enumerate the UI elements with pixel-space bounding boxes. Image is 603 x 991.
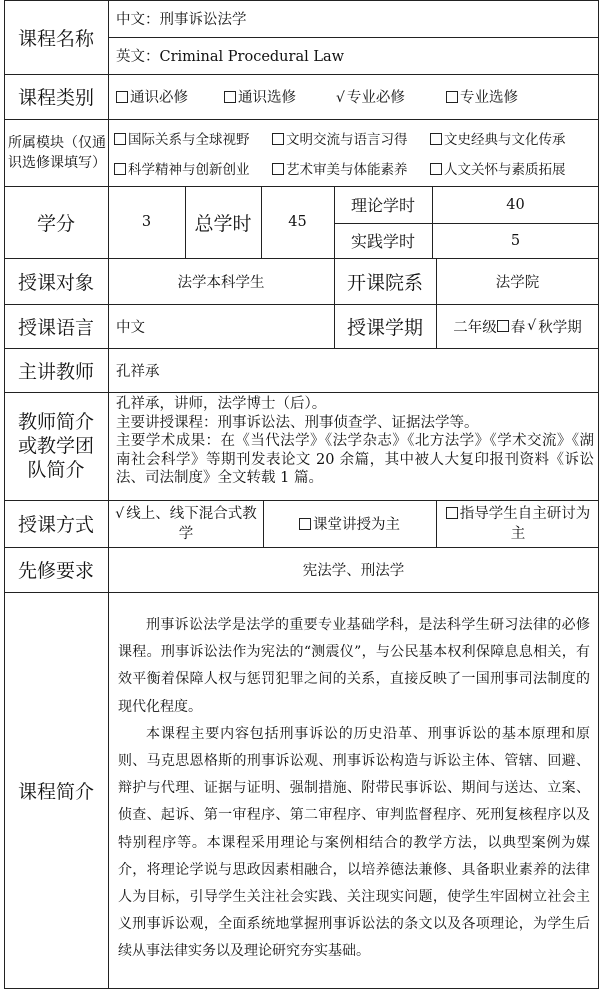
module-option[interactable]: 艺术审美与体能素养 xyxy=(272,158,430,178)
module-option[interactable]: 人文关怀与素质拓展 xyxy=(430,158,592,178)
module-row-2 xyxy=(114,154,598,182)
total-hours-label: 总学时 xyxy=(194,212,252,235)
teacher-value: 孔祥承 xyxy=(116,363,160,380)
practice-hours-label: 实践学时 xyxy=(350,232,415,251)
teacher-label: 主讲教师 xyxy=(17,360,94,383)
audience-label: 授课对象 xyxy=(17,271,94,294)
method-option-2[interactable]: 课堂讲授为主 xyxy=(263,500,436,547)
module-label: 所属模块（仅通识选修课填写） xyxy=(8,134,106,171)
course-name-en: 英文：Criminal Procedural Law xyxy=(116,49,345,65)
total-hours-value: 45 xyxy=(288,214,307,230)
college-label: 开课院系 xyxy=(346,271,423,294)
checkbox-icon xyxy=(299,518,311,530)
checkmark-icon: √ xyxy=(115,505,125,522)
col-divider xyxy=(108,0,109,989)
checkbox-icon xyxy=(446,91,458,103)
college-value: 法学院 xyxy=(495,274,540,291)
col-divider xyxy=(436,500,437,547)
course-type-option[interactable]: 专业选修 xyxy=(446,86,556,107)
module-row-1 xyxy=(114,124,598,152)
module-option[interactable]: 文明交流与语言习得 xyxy=(272,128,430,148)
method-label: 授课方式 xyxy=(17,514,94,536)
checkbox-icon xyxy=(116,91,128,103)
audience-value: 法学本科学生 xyxy=(177,274,265,291)
summary-paragraph: 本课程主要内容包括刑事诉讼的历史沿革、刑事诉讼的基本原理和原则、马克思恩格斯的刑事诉讼观、刑事诉讼构造与诉讼主体、管辖、回避、辩护与代理、证据与证明、强制措施、附带民事诉讼、期间与送达、立案、侦查、起诉、第一审程序、第二审程序、审判监督程序、死刑复核程序以及特别程序等。本课程采用理论与案例相结合的教学方法，以典型案例为媒介，将理论学说与思政因素相融合，以培养德法兼修、具备职业素养的法律人为目标，引导学生关注社会实践、关注现实问题，使学生牢固树立社会主义刑事诉讼观，全面系统地掌握刑事诉讼法的条文以及各项理论，为学生后续从事法律实务以及理论研究夯实基础。 xyxy=(118,725,590,960)
intro-text xyxy=(116,395,594,488)
summary-paragraph: 刑事诉讼法学是法学的重要专业基础学科，是法科学生研习法律的必修课程。刑事诉讼法作为宪法的“测震仪”，与公民基本权利保障息息相关，有效平衡着保障人权与惩罚犯罪之间的关系，直接反映了一国刑事司法制度的现代化程度。 xyxy=(118,617,590,715)
summary-text xyxy=(118,612,590,966)
language-label: 授课语言 xyxy=(17,316,94,339)
course-name-label: 课程名称 xyxy=(17,27,94,50)
prereq-value: 宪法学、刑法学 xyxy=(302,563,405,579)
language-value: 中文 xyxy=(116,319,145,336)
course-type-option[interactable]: 通识选修 xyxy=(224,86,336,107)
module-option[interactable]: 科学精神与创新创业 xyxy=(114,158,272,178)
course-type-option[interactable]: 通识必修 xyxy=(116,86,224,107)
intro-label: 教师简介或教学团队简介 xyxy=(17,411,94,481)
checkbox-icon xyxy=(272,133,284,145)
summary-label: 课程简介 xyxy=(17,781,94,803)
term-options: 二年级 春 √ 秋学期 xyxy=(453,318,582,336)
theory-hours-label: 理论学时 xyxy=(350,196,415,215)
method-option-1[interactable]: √ 线上、线下混合式教学 xyxy=(115,505,257,542)
module-option[interactable]: 文史经典与文化传承 xyxy=(430,128,592,148)
checkbox-icon xyxy=(224,91,236,103)
course-type-options xyxy=(116,74,596,119)
course-name-cn: 中文：刑事诉讼法学 xyxy=(116,12,247,28)
checkbox-icon xyxy=(114,163,126,175)
checkbox-icon xyxy=(430,163,442,175)
intro-line: 主要学术成果：在《当代法学》《法学杂志》《北方法学》《学术交流》《湖南社会科学》等期刊发表论文 20 余篇，其中被人大复印报刊资料《诉讼法、司法制度》全文转载 1 篇。 xyxy=(116,433,594,486)
credits-label: 学分 xyxy=(36,212,75,235)
term-label: 授课学期 xyxy=(346,316,423,339)
checkmark-icon[interactable]: √ xyxy=(527,318,537,334)
checkbox-icon xyxy=(446,507,458,519)
checkbox-icon[interactable] xyxy=(497,320,509,332)
credits-value: 3 xyxy=(141,214,152,230)
intro-line: 主要讲授课程：刑事诉讼法、刑事侦查学、证据法学等。 xyxy=(116,414,479,431)
checkbox-icon xyxy=(114,133,126,145)
prereq-label: 先修要求 xyxy=(17,560,94,582)
method-option-3[interactable]: 指导学生自主研讨为主 xyxy=(440,500,596,547)
theory-hours-value: 40 xyxy=(506,196,525,213)
checkbox-icon xyxy=(430,133,442,145)
checkbox-icon xyxy=(272,163,284,175)
module-option[interactable]: 国际关系与全球视野 xyxy=(114,128,272,148)
course-info-form xyxy=(4,0,599,989)
course-type-label: 课程类别 xyxy=(17,87,94,109)
course-type-option[interactable]: √ 专业必修 xyxy=(336,90,405,106)
intro-line: 孔祥承，讲师，法学博士（后）。 xyxy=(116,396,327,412)
practice-hours-value: 5 xyxy=(510,232,521,249)
checkmark-icon: √ xyxy=(336,90,345,106)
